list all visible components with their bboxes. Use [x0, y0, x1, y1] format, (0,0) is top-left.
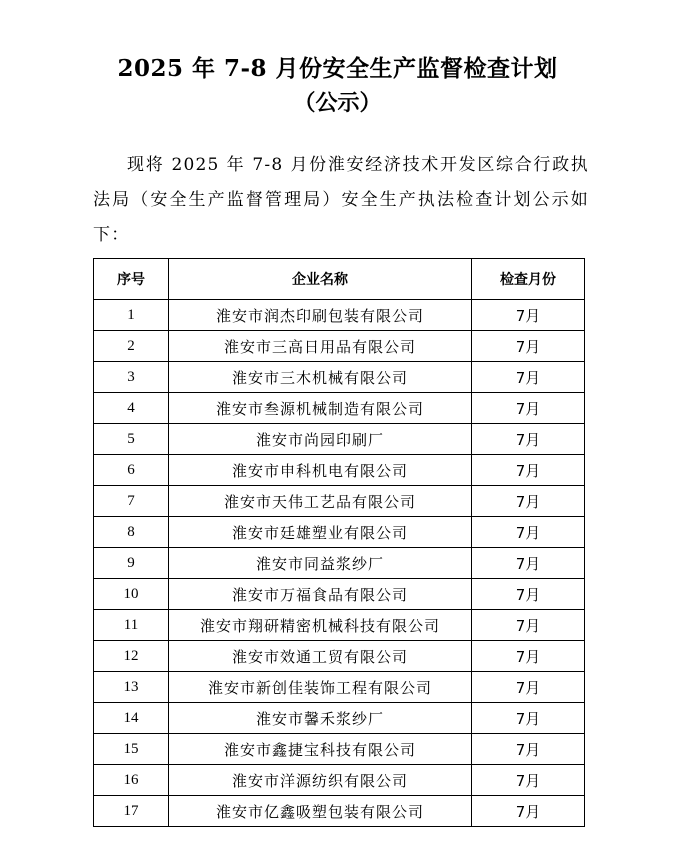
header-serial-number: 序号 — [94, 259, 169, 300]
table-row — [94, 796, 585, 827]
inspection-month-cell: 7月 — [472, 796, 585, 827]
serial-number-cell: 2 — [94, 331, 169, 362]
company-name-cell: 淮安市三高日用品有限公司 — [169, 331, 472, 362]
company-name-cell: 淮安市效通工贸有限公司 — [169, 641, 472, 672]
serial-number-cell: 3 — [94, 362, 169, 393]
serial-number-cell: 17 — [94, 796, 169, 827]
table-row — [94, 424, 585, 455]
table-header-row — [94, 259, 585, 300]
serial-number-cell: 15 — [94, 734, 169, 765]
company-name-cell: 淮安市三木机械有限公司 — [169, 362, 472, 393]
company-name-cell: 淮安市同益浆纱厂 — [169, 548, 472, 579]
company-name-cell: 淮安市尚园印刷厂 — [169, 424, 472, 455]
inspection-plan-table — [93, 258, 585, 827]
table-row — [94, 486, 585, 517]
document-subtitle: （公示） — [293, 90, 382, 116]
inspection-month-cell: 7月 — [472, 703, 585, 734]
inspection-month-cell: 7月 — [472, 393, 585, 424]
inspection-month-cell: 7月 — [472, 548, 585, 579]
inspection-month-cell: 7月 — [472, 672, 585, 703]
table-row — [94, 455, 585, 486]
company-name-cell: 淮安市馨禾浆纱厂 — [169, 703, 472, 734]
inspection-month-cell: 7月 — [472, 331, 585, 362]
serial-number-cell: 13 — [94, 672, 169, 703]
table-row — [94, 610, 585, 641]
table-row — [94, 734, 585, 765]
serial-number-cell: 7 — [94, 486, 169, 517]
header-inspection-month: 检查月份 — [472, 259, 585, 300]
serial-number-cell: 1 — [94, 300, 169, 331]
table-row — [94, 517, 585, 548]
table-row — [94, 300, 585, 331]
company-name-cell: 淮安市申科机电有限公司 — [169, 455, 472, 486]
company-name-cell: 淮安市亿鑫吸塑包装有限公司 — [169, 796, 472, 827]
document-title: 2025 年 7-8 月份安全生产监督检查计划 — [117, 55, 558, 82]
inspection-month-cell: 7月 — [472, 579, 585, 610]
table-row — [94, 703, 585, 734]
company-name-cell: 淮安市新创佳装饰工程有限公司 — [169, 672, 472, 703]
inspection-month-cell: 7月 — [472, 486, 585, 517]
inspection-month-cell: 7月 — [472, 300, 585, 331]
serial-number-cell: 6 — [94, 455, 169, 486]
company-name-cell: 淮安市润杰印刷包装有限公司 — [169, 300, 472, 331]
serial-number-cell: 5 — [94, 424, 169, 455]
serial-number-cell: 14 — [94, 703, 169, 734]
company-name-cell: 淮安市洋源纺织有限公司 — [169, 765, 472, 796]
company-name-cell: 淮安市廷雄塑业有限公司 — [169, 517, 472, 548]
header-company-name: 企业名称 — [169, 259, 472, 300]
table-row — [94, 331, 585, 362]
company-name-cell: 淮安市天伟工艺品有限公司 — [169, 486, 472, 517]
table-row — [94, 579, 585, 610]
inspection-month-cell: 7月 — [472, 610, 585, 641]
intro-paragraph: 现将 2025 年 7-8 月份淮安经济技术开发区综合行政执法局（安全生产监督管理局）安全生产执法检查计划公示如下： — [93, 155, 589, 245]
inspection-month-cell: 7月 — [472, 455, 585, 486]
serial-number-cell: 9 — [94, 548, 169, 579]
inspection-month-cell: 7月 — [472, 765, 585, 796]
inspection-month-cell: 7月 — [472, 424, 585, 455]
table-row — [94, 765, 585, 796]
table-row — [94, 641, 585, 672]
company-name-cell: 淮安市万福食品有限公司 — [169, 579, 472, 610]
serial-number-cell: 11 — [94, 610, 169, 641]
inspection-month-cell: 7月 — [472, 641, 585, 672]
serial-number-cell: 10 — [94, 579, 169, 610]
inspection-month-cell: 7月 — [472, 517, 585, 548]
serial-number-cell: 8 — [94, 517, 169, 548]
table-row — [94, 672, 585, 703]
company-name-cell: 淮安市翔研精密机械科技有限公司 — [169, 610, 472, 641]
serial-number-cell: 4 — [94, 393, 169, 424]
company-name-cell: 淮安市叁源机械制造有限公司 — [169, 393, 472, 424]
serial-number-cell: 16 — [94, 765, 169, 796]
company-name-cell: 淮安市鑫捷宝科技有限公司 — [169, 734, 472, 765]
serial-number-cell: 12 — [94, 641, 169, 672]
table-row — [94, 362, 585, 393]
table-row — [94, 548, 585, 579]
inspection-month-cell: 7月 — [472, 362, 585, 393]
inspection-month-cell: 7月 — [472, 734, 585, 765]
table-row — [94, 393, 585, 424]
